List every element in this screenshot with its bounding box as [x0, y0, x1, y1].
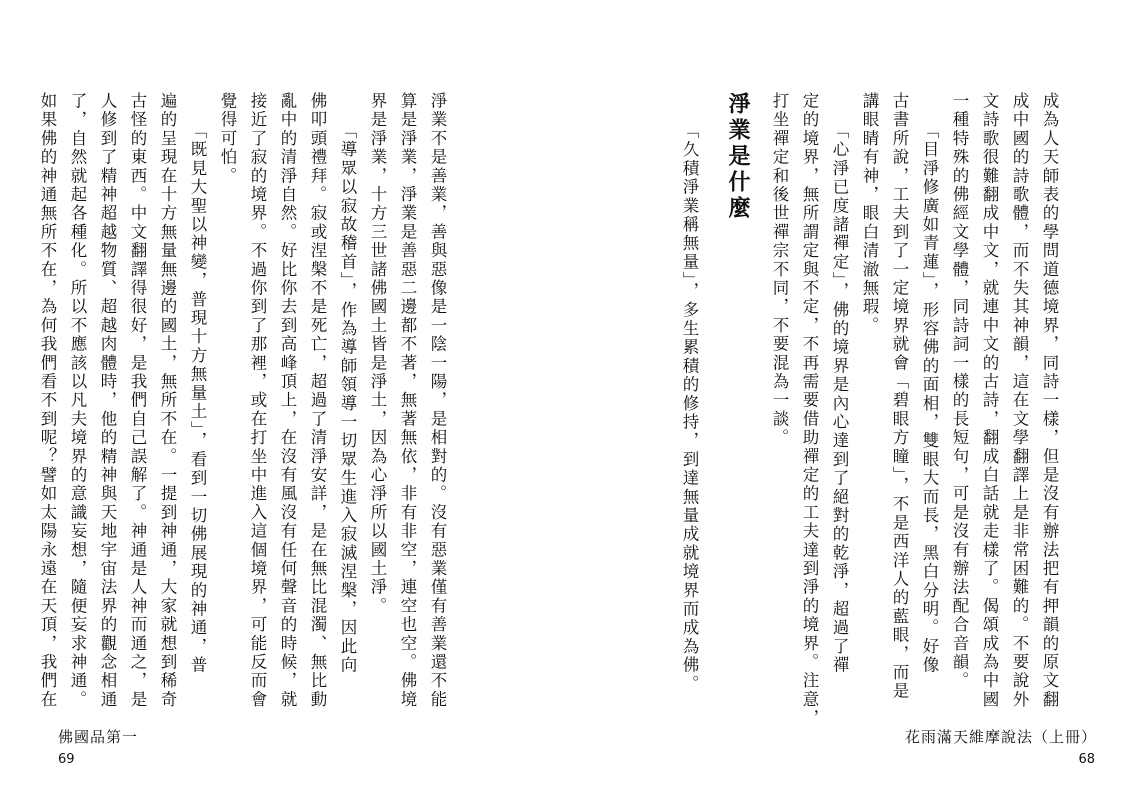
page-68: [564, 0, 1127, 800]
text-column: 一種特殊的佛經文學體，同詩詞一樣的長短句，可是沒有辦法配合音韻。: [950, 92, 969, 691]
text-column: 「久積淨業稱無量」，多生累積的修持，到達無量成就境界而成為佛。: [680, 122, 699, 694]
text-column: 人修到了精神超越物質、超越肉體時，他的精神與天地宇宙法界的觀念相通: [98, 92, 117, 710]
page-69: [0, 0, 563, 800]
text-column: 「目淨修廣如青蓮」，形容佛的面相，雙眼大而長，黑白分明。好像: [920, 122, 939, 675]
text-column: 接近了寂的境界。不過你到了那裡，或在打坐中進入這個境界，可能反而會: [248, 92, 267, 710]
text-column: 古怪的東西。中文翻譯得很好，是我們自己誤解了。神通是人神而通之，是: [128, 92, 147, 710]
text-column: 算是淨業，淨業是善惡二邊都不著，無著無依，非有非空，連空也空。佛境: [398, 92, 417, 710]
text-column: 「既見大聖以神變，普現十方無量土」，看到一切佛展現的神通，普: [188, 122, 207, 675]
text-column: 遍的呈現在十方無量無邊的國土，無所不在。一提到神通，大家就想到稀奇: [158, 92, 177, 710]
text-column: 如果佛的神通無所不在，為何我們看不到呢？譬如太陽永遠在天頂，我們在: [38, 92, 57, 710]
text-column: 佛叩頭禮拜。寂或涅槃不是死亡，超過了清淨安詳，是在無比混濁、無比動: [308, 92, 327, 710]
text-column: 講眼睛有神，眼白清澈無瑕。: [860, 92, 879, 336]
text-column: 「導眾以寂故稽首」，作為導師領導一切眾生進入寂滅涅槃，因此向: [338, 122, 357, 675]
text-column: 淨業不是善業，善與惡像是一陰一陽，是相對的。沒有惡業僅有善業還不能: [428, 92, 447, 710]
page-number: 69: [58, 752, 75, 767]
text-column: 界是淨業，十方三世諸佛國土皆是淨土，因為心淨所以國土淨。: [368, 92, 387, 616]
running-title: 花雨滿天維摩說法（上冊）: [904, 728, 1097, 746]
text-column: 覺得可怕。: [218, 92, 237, 186]
page-number: 68: [1078, 752, 1095, 767]
text-column: 亂中的清淨自然。好比你去到高峰頂上，在沒有風沒有任何聲音的時候，就: [278, 92, 297, 710]
text-column: 「心淨已度諸禪定」，佛的境界是內心達到了絕對的乾淨，超過了禪: [830, 122, 849, 675]
text-column: 打坐禪定和後世禪宗不同，不要混為一談。: [770, 92, 789, 448]
text-column: 成為人天師表的學問道德境界，同詩一樣，但是沒有辦法把有押韻的原文翻: [1040, 92, 1059, 710]
text-column: 古書所說，工夫到了一定境界就會「碧眼方瞳」，不是西洋人的藍眼，而是: [890, 92, 909, 701]
text-column: 成中國的詩歌體，而不失其神韻，這在文學翻譯上是非常困難的。不要說外: [1010, 92, 1029, 710]
text-column: 定的境界，無所謂定與不定，不再需要借助禪定的工夫達到淨的境界。注意，: [800, 92, 819, 728]
text-column: 了，自然就起各種化。所以不應該以凡夫境界的意識妄想，隨便妄求神通。: [68, 92, 87, 710]
section-heading: 淨業是什麼: [725, 92, 750, 222]
text-column: 文詩歌很難翻成中文，就連中文的古詩，翻成白話就走樣了。偈頌成為中國: [980, 92, 999, 710]
running-title: 佛國品第一: [58, 728, 139, 746]
